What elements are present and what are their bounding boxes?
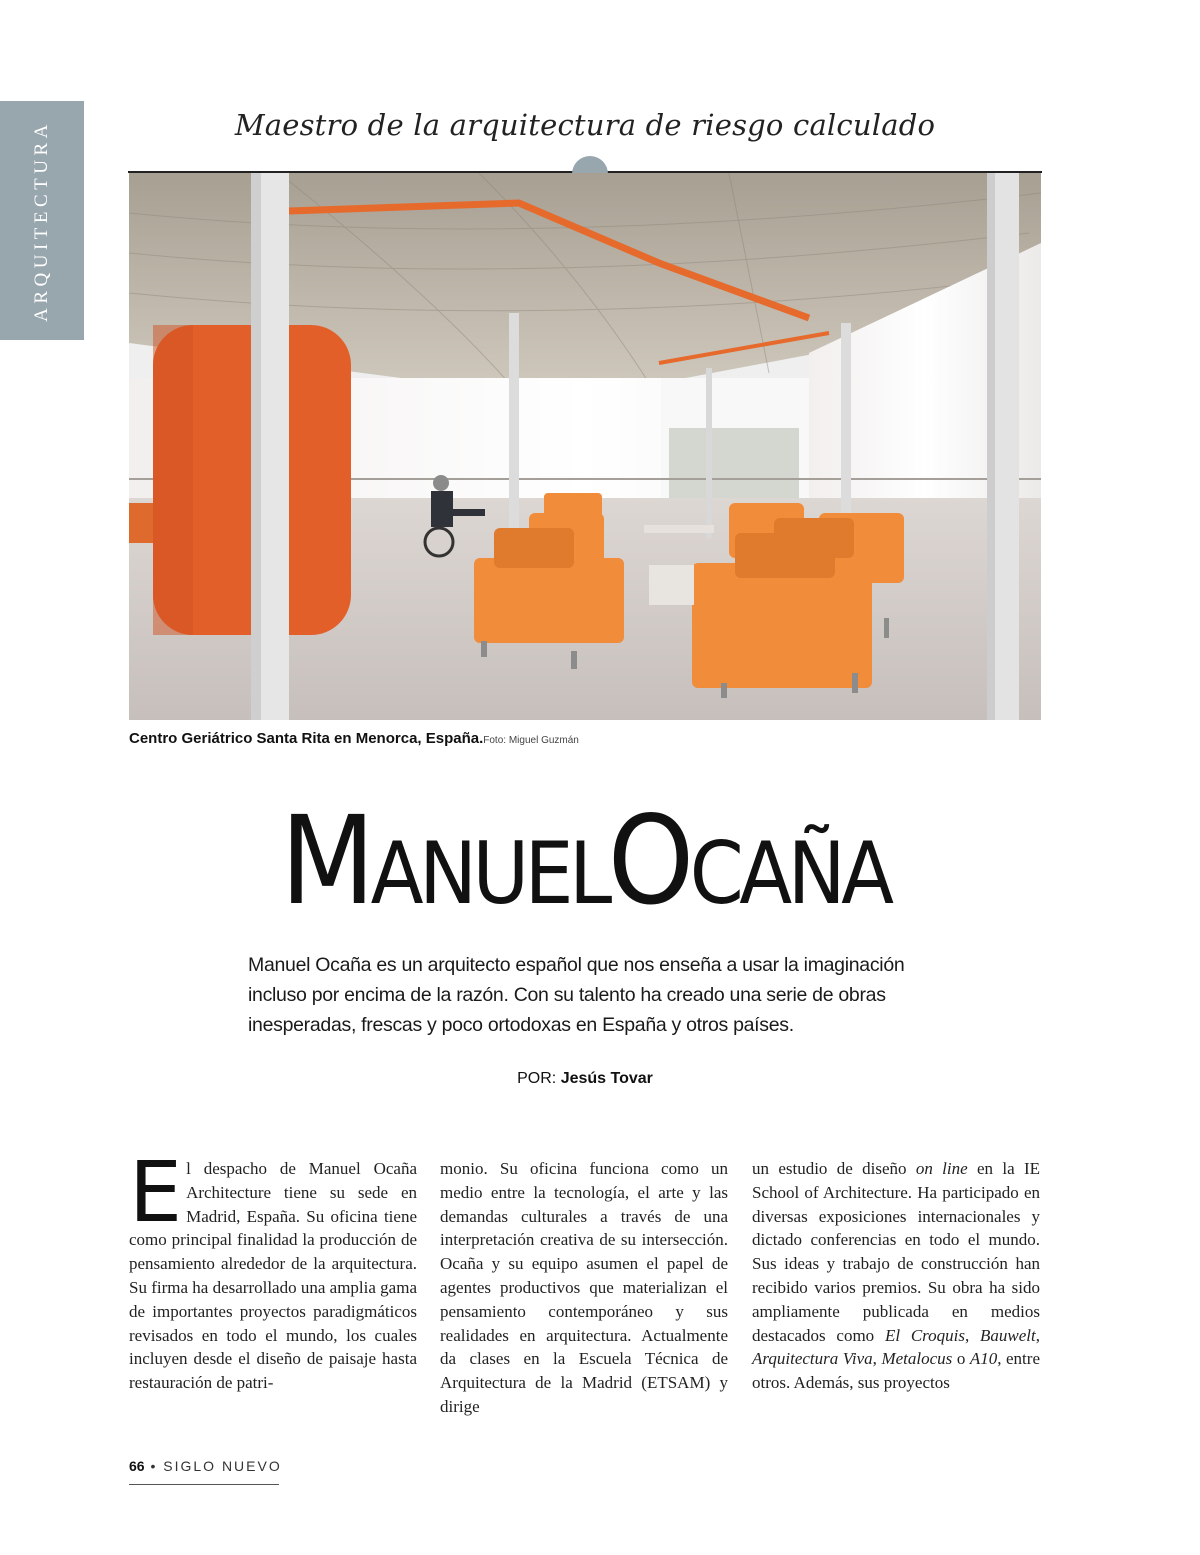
- col3-part3: , entre otros. Además, sus proyectos: [752, 1349, 1040, 1393]
- lead-paragraph: Manuel Ocaña es un arquitecto español que nos enseña a usar la imaginación incluso por encima de la razón. Con su talento ha creado una serie de obras inesperadas, frescas y poco ortodoxas en España y otros países.: [248, 954, 905, 1036]
- col3-pub-1: El Croquis: [884, 1325, 965, 1345]
- col3-pub-4: Metalocus: [881, 1349, 953, 1369]
- col3-sep-2: ,: [1035, 1325, 1040, 1345]
- body-column-2: monio. Su oficina funciona como un medio entre la tecnología, el arte y las demandas culturales a través de una interpretación creativa de su intersección. Ocaña y su equipo asumen el papel de agentes productivos que materializan el pensamiento contemporáneo y sus realidades en arquitectura. Actualmente da clases en la Escuela Técnica de Arquitectura de la Madrid (ETSAM) y dirige: [440, 1159, 728, 1416]
- header-rule-ornament: [572, 156, 608, 174]
- col3-pub-2: Bauwelt: [980, 1325, 1036, 1345]
- byline-label: POR:: [517, 1070, 557, 1087]
- col3-sep-1: ,: [965, 1325, 981, 1345]
- photo-caption-text: Centro Geriátrico Santa Rita en Menorca, España.: [129, 730, 484, 747]
- page-footer: [129, 1458, 282, 1474]
- magazine-name: SIGLO NUEVO: [163, 1458, 282, 1474]
- col3-online: on line: [915, 1159, 968, 1178]
- page-number: 66: [129, 1458, 145, 1474]
- drop-cap: E: [129, 1143, 183, 1241]
- headline-first-rest: ANUEL: [370, 824, 608, 924]
- body-column-1: [129, 1143, 417, 1395]
- col3-pub-5: A10: [969, 1349, 998, 1369]
- section-tab: [0, 101, 84, 340]
- col3-part2: en la IE School of Architecture. Ha participado en diversas exposiciones internacionales y dictado conferencias en todo el mundo. Sus ideas y trabajo de construcción han recibido varios premios. Su obra ha sido ampliamente publicada en medios destacados como: [752, 1159, 1041, 1345]
- byline-author: Jesús Tovar: [560, 1070, 653, 1087]
- col3-part1: un estudio de diseño: [752, 1159, 916, 1178]
- photo-credit: Foto: Miguel Guzmán: [483, 735, 579, 746]
- col3-sep-4: o: [952, 1349, 970, 1369]
- col3-pub-3: Arquitectura Viva: [752, 1349, 873, 1369]
- footer-bullet: •: [150, 1458, 158, 1474]
- body-column-3: [752, 1157, 1040, 1395]
- footer-rule: [129, 1484, 279, 1485]
- byline: [129, 1070, 1041, 1088]
- col3-sep-3: ,: [872, 1349, 882, 1369]
- kicker-title: Maestro de la arquitectura de riesgo calculado: [234, 108, 936, 142]
- headline-last-initial: O: [607, 790, 690, 932]
- section-tab-label: ARQUITECTURA: [31, 120, 52, 322]
- body-column-1-text: l despacho de Manuel Ocaña Architecture tiene su sede en Madrid, España. Su oficina tiene como principal finalidad la producción de pensamiento alrededor de la arquitectura. Su firma ha desarrollado una amplia gama de importantes proyectos paradigmáticos revisados en todo el mundo, los cuales incluyen desde el diseño de paisaje hasta restauración de patri-: [129, 1159, 417, 1393]
- headline-first-initial: M: [280, 790, 371, 932]
- article-headline: [175, 790, 996, 932]
- photo-caption: [129, 730, 579, 747]
- lounge-photo: [129, 173, 1041, 720]
- headline-last-rest: CAÑA: [689, 824, 890, 924]
